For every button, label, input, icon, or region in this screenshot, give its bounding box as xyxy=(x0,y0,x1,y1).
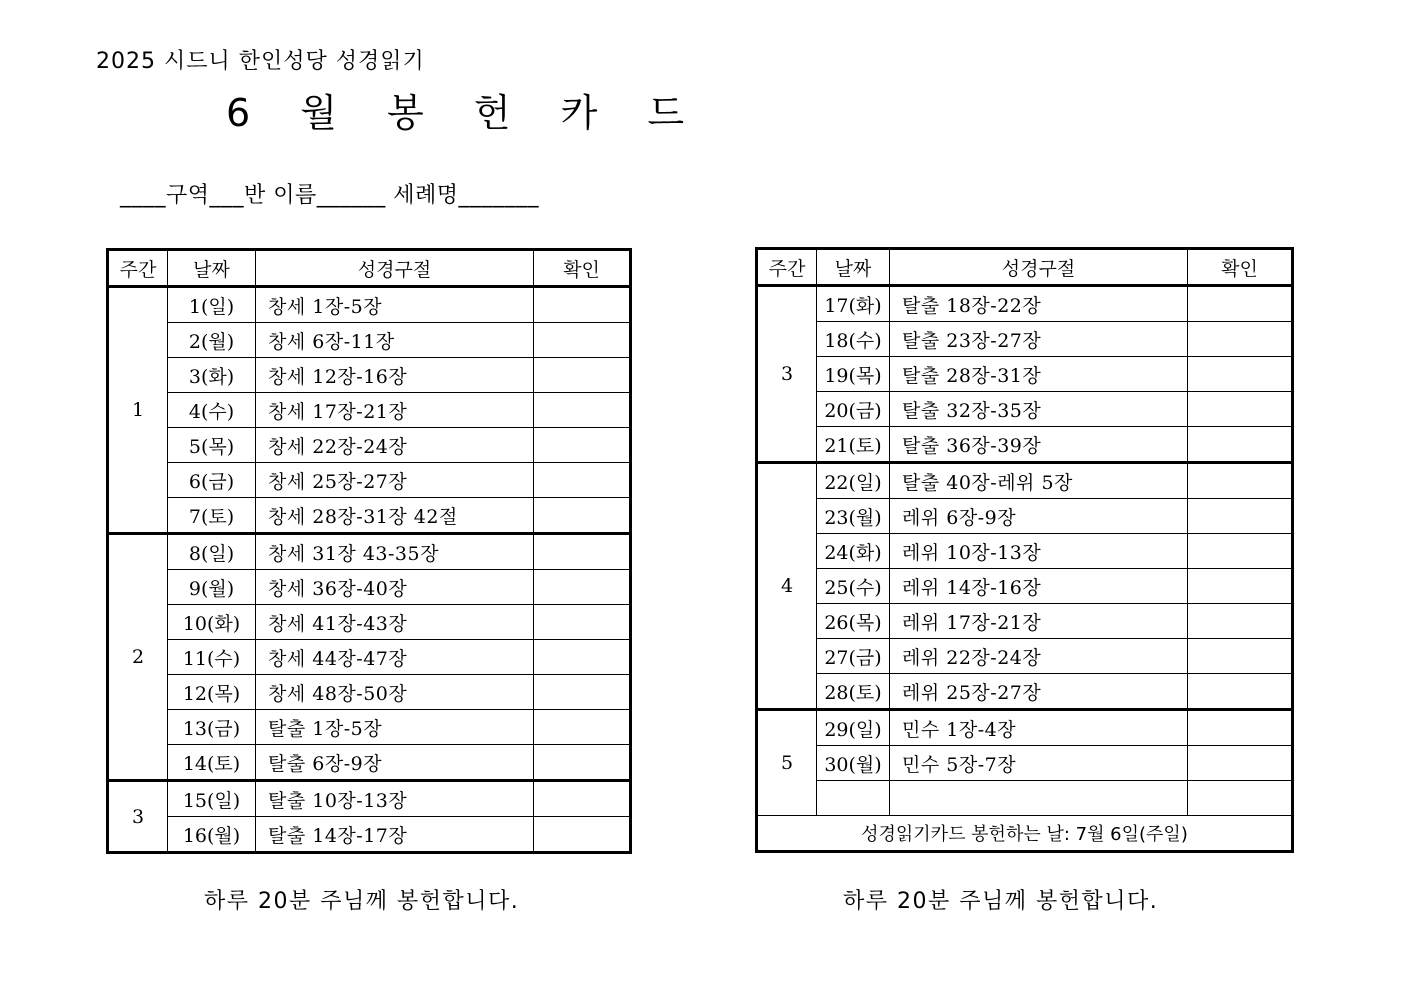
table-row xyxy=(757,392,1293,427)
table-row xyxy=(757,286,1293,322)
verse-cell: 창세 6장-11장 xyxy=(256,323,534,358)
verse-cell: 레위 22장-24장 xyxy=(890,639,1188,674)
submission-date-note: 성경읽기카드 봉헌하는 날: 7월 6일(주일) xyxy=(757,816,1293,852)
verse-cell: 탈출 32장-35장 xyxy=(890,392,1188,427)
check-cell xyxy=(1188,569,1293,604)
document-subtitle: 2025 시드니 한인성당 성경읽기 xyxy=(96,49,425,74)
check-cell xyxy=(1188,392,1293,427)
check-cell xyxy=(534,358,631,393)
date-cell: 9(월) xyxy=(168,570,256,605)
table-row xyxy=(108,817,631,853)
table-row xyxy=(108,745,631,781)
date-cell: 20(금) xyxy=(817,392,890,427)
check-cell xyxy=(534,428,631,463)
verse-cell: 탈출 10장-13장 xyxy=(256,781,534,817)
table-row xyxy=(108,710,631,745)
verse-header: 성경구절 xyxy=(890,249,1188,286)
date-cell: 26(목) xyxy=(817,604,890,639)
week-header: 주간 xyxy=(108,250,168,287)
date-cell: 2(월) xyxy=(168,323,256,358)
date-cell: 4(수) xyxy=(168,393,256,428)
verse-cell: 창세 36장-40장 xyxy=(256,570,534,605)
reading-table-left xyxy=(106,248,632,854)
motto-left: 하루 20분 주님께 봉헌합니다. xyxy=(204,889,520,914)
check-cell xyxy=(534,710,631,745)
verse-cell: 탈출 6장-9장 xyxy=(256,745,534,781)
verse-cell: 창세 17장-21장 xyxy=(256,393,534,428)
week-cell: 4 xyxy=(757,463,817,710)
date-cell: 12(목) xyxy=(168,675,256,710)
verse-cell: 창세 48장-50장 xyxy=(256,675,534,710)
verse-cell: 레위 25장-27장 xyxy=(890,674,1188,710)
date-cell: 8(일) xyxy=(168,534,256,570)
table-row xyxy=(108,675,631,710)
check-cell xyxy=(1188,639,1293,674)
check-cell xyxy=(1188,499,1293,534)
verse-cell: 민수 5장-7장 xyxy=(890,746,1188,781)
date-cell xyxy=(817,781,890,816)
motto-right: 하루 20분 주님께 봉헌합니다. xyxy=(843,889,1159,914)
week-cell: 5 xyxy=(757,710,817,816)
check-cell xyxy=(534,605,631,640)
check-cell xyxy=(534,463,631,498)
verse-header: 성경구절 xyxy=(256,250,534,287)
date-cell: 19(목) xyxy=(817,357,890,392)
date-header: 날짜 xyxy=(817,249,890,286)
date-cell: 3(화) xyxy=(168,358,256,393)
date-cell: 30(월) xyxy=(817,746,890,781)
table-row xyxy=(757,463,1293,499)
check-cell xyxy=(1188,463,1293,499)
verse-cell: 창세 28장-31장 42절 xyxy=(256,498,534,534)
date-cell: 13(금) xyxy=(168,710,256,745)
date-cell: 7(토) xyxy=(168,498,256,534)
table-row xyxy=(108,428,631,463)
check-cell xyxy=(534,534,631,570)
date-cell: 16(월) xyxy=(168,817,256,853)
check-cell xyxy=(534,570,631,605)
table-row xyxy=(108,463,631,498)
check-cell xyxy=(1188,357,1293,392)
table-row xyxy=(108,393,631,428)
check-cell xyxy=(534,817,631,853)
table-row xyxy=(108,498,631,534)
week-cell: 1 xyxy=(108,287,168,534)
table-row xyxy=(757,710,1293,746)
document-title: 6 월 봉 헌 카 드 xyxy=(226,91,704,135)
check-cell xyxy=(534,781,631,817)
date-cell: 25(수) xyxy=(817,569,890,604)
verse-cell: 레위 14장-16장 xyxy=(890,569,1188,604)
check-cell xyxy=(1188,710,1293,746)
check-cell xyxy=(1188,674,1293,710)
table-row xyxy=(108,534,631,570)
verse-cell: 레위 10장-13장 xyxy=(890,534,1188,569)
check-cell xyxy=(1188,534,1293,569)
check-cell xyxy=(1188,604,1293,639)
verse-cell: 탈출 36장-39장 xyxy=(890,427,1188,463)
member-info-line: ____구역___반 이름______ 세례명_______ xyxy=(120,183,540,208)
date-cell: 1(일) xyxy=(168,287,256,323)
date-cell: 15(일) xyxy=(168,781,256,817)
check-cell xyxy=(1188,322,1293,357)
table-row xyxy=(757,322,1293,357)
verse-cell: 창세 12장-16장 xyxy=(256,358,534,393)
check-header: 확인 xyxy=(1188,249,1293,286)
verse-cell: 창세 44장-47장 xyxy=(256,640,534,675)
table-row xyxy=(757,604,1293,639)
table-row xyxy=(108,287,631,323)
check-cell xyxy=(534,323,631,358)
table-row xyxy=(757,357,1293,392)
date-cell: 24(화) xyxy=(817,534,890,569)
verse-cell: 탈출 14장-17장 xyxy=(256,817,534,853)
verse-cell: 레위 6장-9장 xyxy=(890,499,1188,534)
date-cell: 18(수) xyxy=(817,322,890,357)
verse-cell: 창세 1장-5장 xyxy=(256,287,534,323)
date-cell: 11(수) xyxy=(168,640,256,675)
date-cell: 10(화) xyxy=(168,605,256,640)
check-cell xyxy=(534,675,631,710)
verse-cell: 탈출 23장-27장 xyxy=(890,322,1188,357)
date-header: 날짜 xyxy=(168,250,256,287)
check-cell xyxy=(534,745,631,781)
check-cell xyxy=(534,498,631,534)
verse-cell: 민수 1장-4장 xyxy=(890,710,1188,746)
verse-cell: 레위 17장-21장 xyxy=(890,604,1188,639)
date-cell: 29(일) xyxy=(817,710,890,746)
date-cell: 5(목) xyxy=(168,428,256,463)
week-header: 주간 xyxy=(757,249,817,286)
verse-cell xyxy=(890,781,1188,816)
date-cell: 21(토) xyxy=(817,427,890,463)
week-cell: 3 xyxy=(108,781,168,853)
check-cell xyxy=(534,393,631,428)
verse-cell: 창세 31장 43-35장 xyxy=(256,534,534,570)
check-cell xyxy=(1188,781,1293,816)
date-cell: 6(금) xyxy=(168,463,256,498)
table-row xyxy=(108,570,631,605)
table-row xyxy=(108,640,631,675)
table-row xyxy=(108,781,631,817)
week-cell: 2 xyxy=(108,534,168,781)
table-row xyxy=(757,746,1293,781)
table-row xyxy=(757,781,1293,816)
verse-cell: 탈출 28장-31장 xyxy=(890,357,1188,392)
check-header: 확인 xyxy=(534,250,631,287)
check-cell xyxy=(1188,286,1293,322)
date-cell: 14(토) xyxy=(168,745,256,781)
table-row xyxy=(757,639,1293,674)
check-cell xyxy=(534,287,631,323)
table-row xyxy=(757,499,1293,534)
table-row xyxy=(108,323,631,358)
table-row xyxy=(757,674,1293,710)
date-cell: 23(월) xyxy=(817,499,890,534)
footer-row xyxy=(757,816,1293,852)
table-row xyxy=(757,569,1293,604)
table-row xyxy=(757,534,1293,569)
verse-cell: 창세 41장-43장 xyxy=(256,605,534,640)
verse-cell: 창세 22장-24장 xyxy=(256,428,534,463)
header-row xyxy=(108,250,631,287)
reading-table-right xyxy=(755,247,1294,853)
date-cell: 22(일) xyxy=(817,463,890,499)
table-row xyxy=(757,427,1293,463)
check-cell xyxy=(534,640,631,675)
check-cell xyxy=(1188,746,1293,781)
table-row xyxy=(108,358,631,393)
check-cell xyxy=(1188,427,1293,463)
week-cell: 3 xyxy=(757,286,817,463)
date-cell: 28(토) xyxy=(817,674,890,710)
verse-cell: 창세 25장-27장 xyxy=(256,463,534,498)
date-cell: 27(금) xyxy=(817,639,890,674)
verse-cell: 탈출 18장-22장 xyxy=(890,286,1188,322)
verse-cell: 탈출 1장-5장 xyxy=(256,710,534,745)
verse-cell: 탈출 40장-레위 5장 xyxy=(890,463,1188,499)
header-row xyxy=(757,249,1293,286)
date-cell: 17(화) xyxy=(817,286,890,322)
table-row xyxy=(108,605,631,640)
